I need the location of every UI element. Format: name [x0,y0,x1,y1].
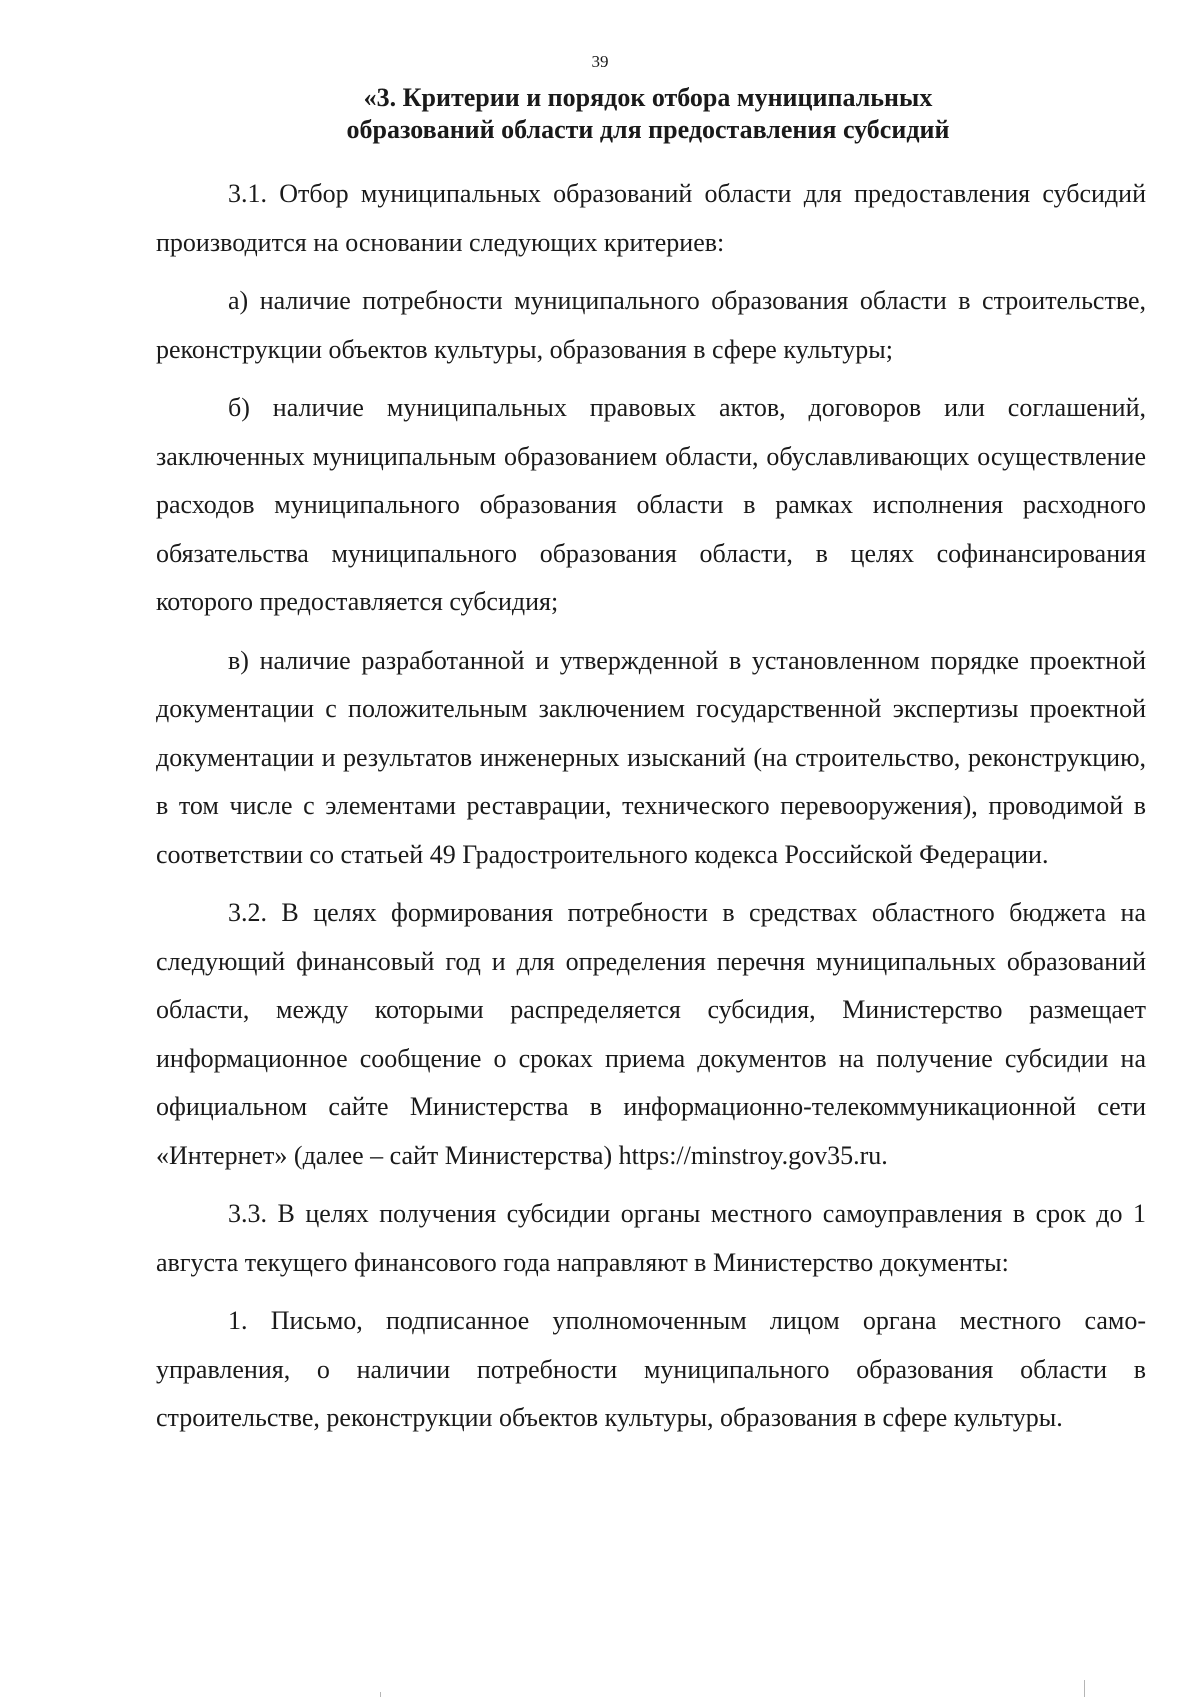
section-heading-line-2: образований области для предоставления субсидий [346,115,950,144]
scan-artifact [380,1692,381,1697]
paragraph-3-3: 3.3. В целях получения субсидии органы местного самоуправления в срок до 1 августа текущего финансового года направляют в Министерство документы: [156,1199,1146,1277]
paragraph-3-3-item-1: 1. Письмо, подписанное уполномоченным лицом органа местного самоуправления, о наличии потребности муниципального образования области в строительстве, реконструкции объектов культуры, образования в сфере культуры. [156,1306,1146,1432]
paragraph-3-1-v: в) наличие разработанной и утвержденной в установленном порядке проектной документации с положительным заключением государственной экспертизы проектной документации и результатов инженерных изысканий (на строительство, реконструкцию, в том числе с элементами реставрации, технического перевооружения), проводимой в соответствии со статьей 49 Градостроительного кодекса Российской Федерации. [156,645,1146,869]
paragraph-3-1-b: б) наличие муниципальных правовых актов, договоров или соглашений, заключенных муниципальным образованием области, обуславливающих осуществление расходов муниципального образования области в рамках исполнения расходного обязательства муниципального образования области, в целях софинансирования которого предоставляется субсидия; [156,393,1146,616]
page-number: 39 [591,52,609,71]
document-body [156,170,1146,1443]
paragraph-3-2: 3.2. В целях формирования потребности в средствах областного бюджета на следующий финансовый год и для определения перечня муниципальных образований области, между которыми распределяется субсидия, Министерство размещает информационное сообщение о сроках приема документов на получение субсидии на официальном сайте Министерства в информационно-телекоммуникационной сети «Интернет» (далее – сайт Министерства) https://minstroy.gov35.ru. [156,898,1146,1170]
section-heading [150,82,1146,146]
paragraph-3-1-a: а) наличие потребности муниципального образования области в строительстве, реконструкции объектов культуры, образования в сфере культуры; [156,286,1146,364]
paragraph-3-1: 3.1. Отбор муниципальных образований области для предоставления субсидий производится на основании следующих критериев: [156,179,1146,257]
scan-artifact [1084,1680,1085,1697]
section-heading-line-1: «3. Критерии и порядок отбора муниципальных [363,83,933,112]
